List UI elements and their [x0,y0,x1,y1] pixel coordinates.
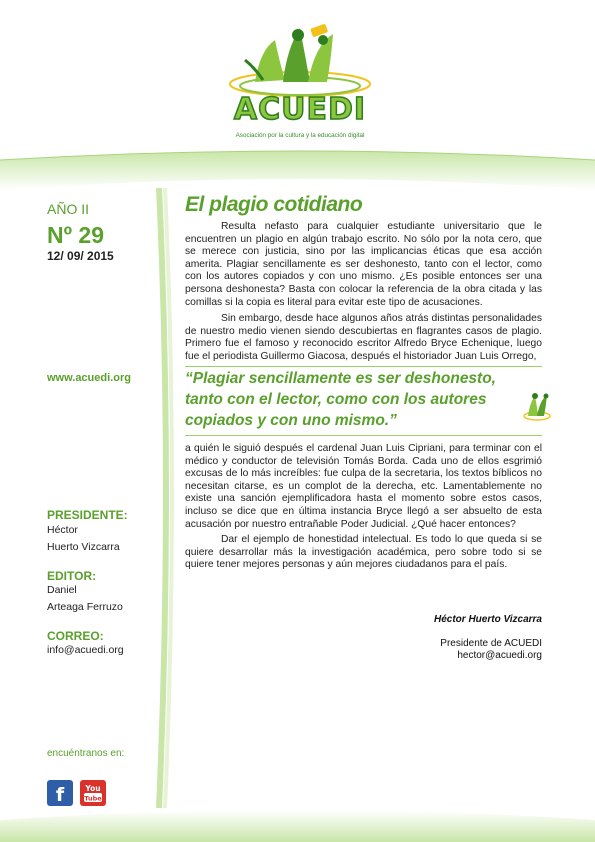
author-email[interactable]: hector@acuedi.org [457,650,542,661]
quote-top-rule [185,366,542,367]
follow-us-label: encuéntranos en: [47,748,125,759]
issue-year: AÑO II [47,201,90,217]
editor-name-line2: Arteaga Ferruzo [47,601,123,613]
president-label: PRESIDENTE: [47,508,128,522]
logo-wordmark: ACUEDI [233,92,367,127]
pull-quote: “Plagiar sencillamente es ser deshonesto, tanto con el lector, como con los autores copiados y con uno mismo.” [185,370,496,429]
president-name-line1: Héctor [47,524,78,536]
svg-text:Tube: Tube [84,794,102,803]
svg-text:f: f [55,784,65,806]
issue-number: Nº 29 [47,222,104,248]
author-role: Presidente de ACUEDI [440,638,542,649]
article-title: El plagio cotidiano [185,193,363,216]
article-paragraph-2: Sin embargo, desde hace algunos años atrás distintas personalidades de nuestro medio vienen siendo descubiertas en flagrantes casos de plagio. Primero fue el famoso y reconocido escritor Alfredo Bryce Echenique, luego fue el periodista Guillermo Giacosa, después el historiador Juan Luis Orrego, [185,313,542,362]
quote-bottom-rule [185,435,542,436]
svg-text:You: You [85,784,101,793]
article-paragraph-1: Resulta nefasto para cualquier estudiante universitario que le encuentren un plagio en algún trabajo escrito. No sólo por la nota cero, que se merece con justicia, sino por las implicancias éticas que esa acción amerita. Plagiar sencillamente es ser deshonesto, tanto con el lector, como con los autores copiados y con uno mismo. ¿Es posible entonces ser una persona deshonesta? Basta con colocar la referencia de la obra citada y las comillas si la copia es literal para evitar este tipo de acusaciones. [185,221,542,308]
acuedi-logo [215,20,385,139]
article-paragraph-4: Dar el ejemplo de honestidad intelectual. Es todo lo que queda si se quiere desarrollar más la investigación académica, pero sobre todo si se quiere tener mejores personas y aún mejores ciudadanos para el país. [185,534,542,571]
issue-date: 12/ 09/ 2015 [47,249,114,263]
contact-email[interactable]: info@acuedi.org [47,644,124,656]
president-name-line2: Huerto Vizcarra [47,541,120,553]
editor-name-line1: Daniel [47,584,77,596]
bottom-decorative-band [0,800,595,842]
logo-emblem-icon [215,20,385,100]
column-divider [155,188,183,808]
article-paragraph-3: a quién le siguió después el cardenal Juan Luis Cipriani, para terminar con el médico y conductor de televisión Tomás Borda. Cada uno de ellos esgrimió excusas de lo más increíbles: fue culpa de la secretaria, los textos bíblicos no necesitan citarse, es un complot de la derecha, etc. Lamentablemente no existe una sanción ejemplificadora hasta el momento sobre estos casos, incluso se dice que en última instancia Bryce llegó a ser absuelto de esta acusación por nuestro entrañable Poder Judicial. ¿Qué hacer entonces? [185,443,542,530]
top-decorative-band [0,150,595,190]
editor-label: EDITOR: [47,569,97,583]
email-label: CORREO: [47,629,104,643]
mini-logo-icon [522,390,552,422]
logo-tagline: Asociación por la cultura y la educación digital [235,132,365,139]
website-link[interactable]: www.acuedi.org [47,372,131,384]
author-name: Héctor Huerto Vizcarra [434,614,542,625]
